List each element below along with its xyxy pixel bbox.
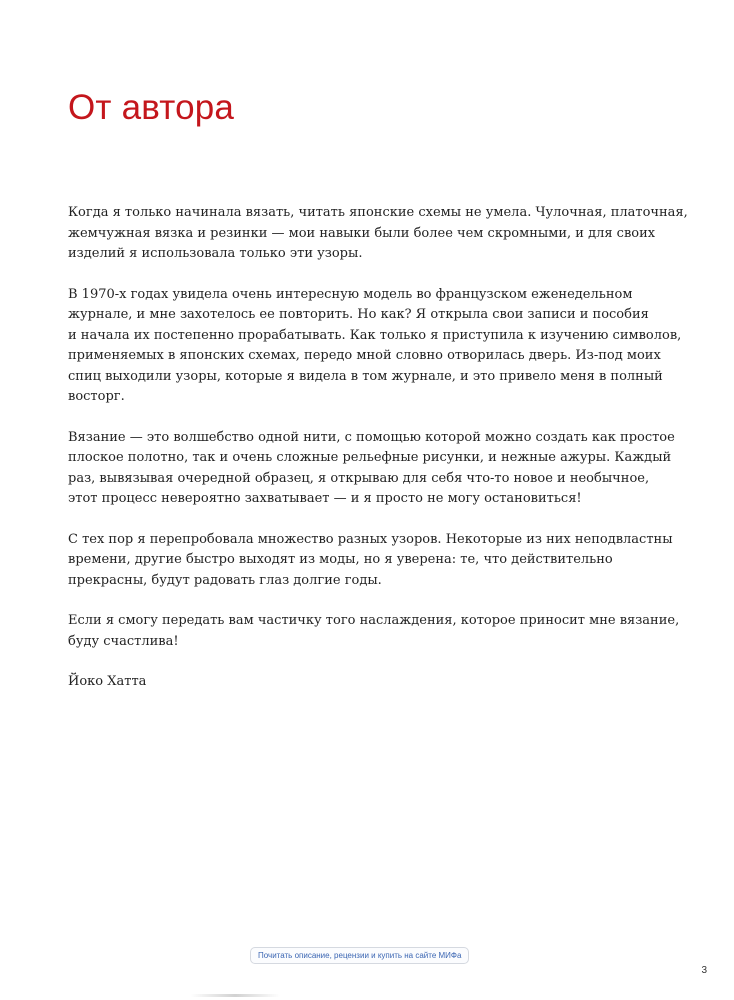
paragraph — [68, 203, 688, 265]
text-line: Если я смогу передать вам частичку того наслаждения, которое приносит мне вязание, — [68, 613, 680, 628]
article-body — [68, 203, 688, 693]
text-line: применяемых в японских схемах, передо мной словно отворилась дверь. Из-под моих — [68, 348, 661, 363]
text-line: С тех пор я перепробовала множество разных узоров. Некоторые из них неподвластны — [68, 531, 673, 547]
text-line: и начала их постепенно прорабатывать. Как только я приступила к изучению символов, — [68, 327, 682, 343]
page-number: 3 — [701, 965, 707, 976]
buy-on-mif-link[interactable]: Почитать описание, рецензии и купить на сайте МИФа — [250, 947, 469, 964]
paragraph — [68, 530, 688, 592]
scroll-shadow — [190, 994, 280, 997]
author-signature: Йоко Хатта — [68, 674, 147, 689]
text-line: прекрасны, будут радовать глаз долгие годы. — [68, 572, 382, 588]
text-line: плоское полотно, так и очень сложные рельефные рисунки, и нежные ажуры. Каждый — [68, 450, 672, 465]
text-line: восторг. — [68, 389, 125, 404]
text-line: этот процесс невероятно захватывает — и я просто не могу остановиться! — [68, 491, 582, 506]
paragraph — [68, 611, 688, 652]
text-line: изделий я использовала только эти узоры. — [68, 246, 363, 261]
text-line: раз, вывязывая очередной образец, я открываю для себя что-то новое и необычное, — [68, 470, 650, 486]
text-line: журнале, и мне захотелось ее повторить. Но как? Я открыла свои записи и пособия — [68, 307, 649, 322]
paragraph — [68, 285, 688, 408]
text-line: жемчужная вязка и резинки — мои навыки были более чем скромными, и для своих — [68, 225, 656, 241]
text-line: буду счастлива! — [68, 633, 179, 649]
paragraph — [68, 428, 688, 510]
text-line: Вязание — это волшебство одной нити, с помощью которой можно создать как простое — [68, 429, 675, 445]
text-line: В 1970-х годах увидела очень интересную модель во французском еженедельном — [68, 286, 633, 302]
page-title: От автора — [68, 88, 235, 127]
text-line: спиц выходили узоры, которые я видела в том журнале, и это привело меня в полный — [68, 368, 663, 384]
text-line: Когда я только начинала вязать, читать японские схемы не умела. Чулочная, платочная, — [68, 205, 688, 220]
text-line: времени, другие быстро выходят из моды, но я уверена: те, что действительно — [68, 552, 613, 567]
